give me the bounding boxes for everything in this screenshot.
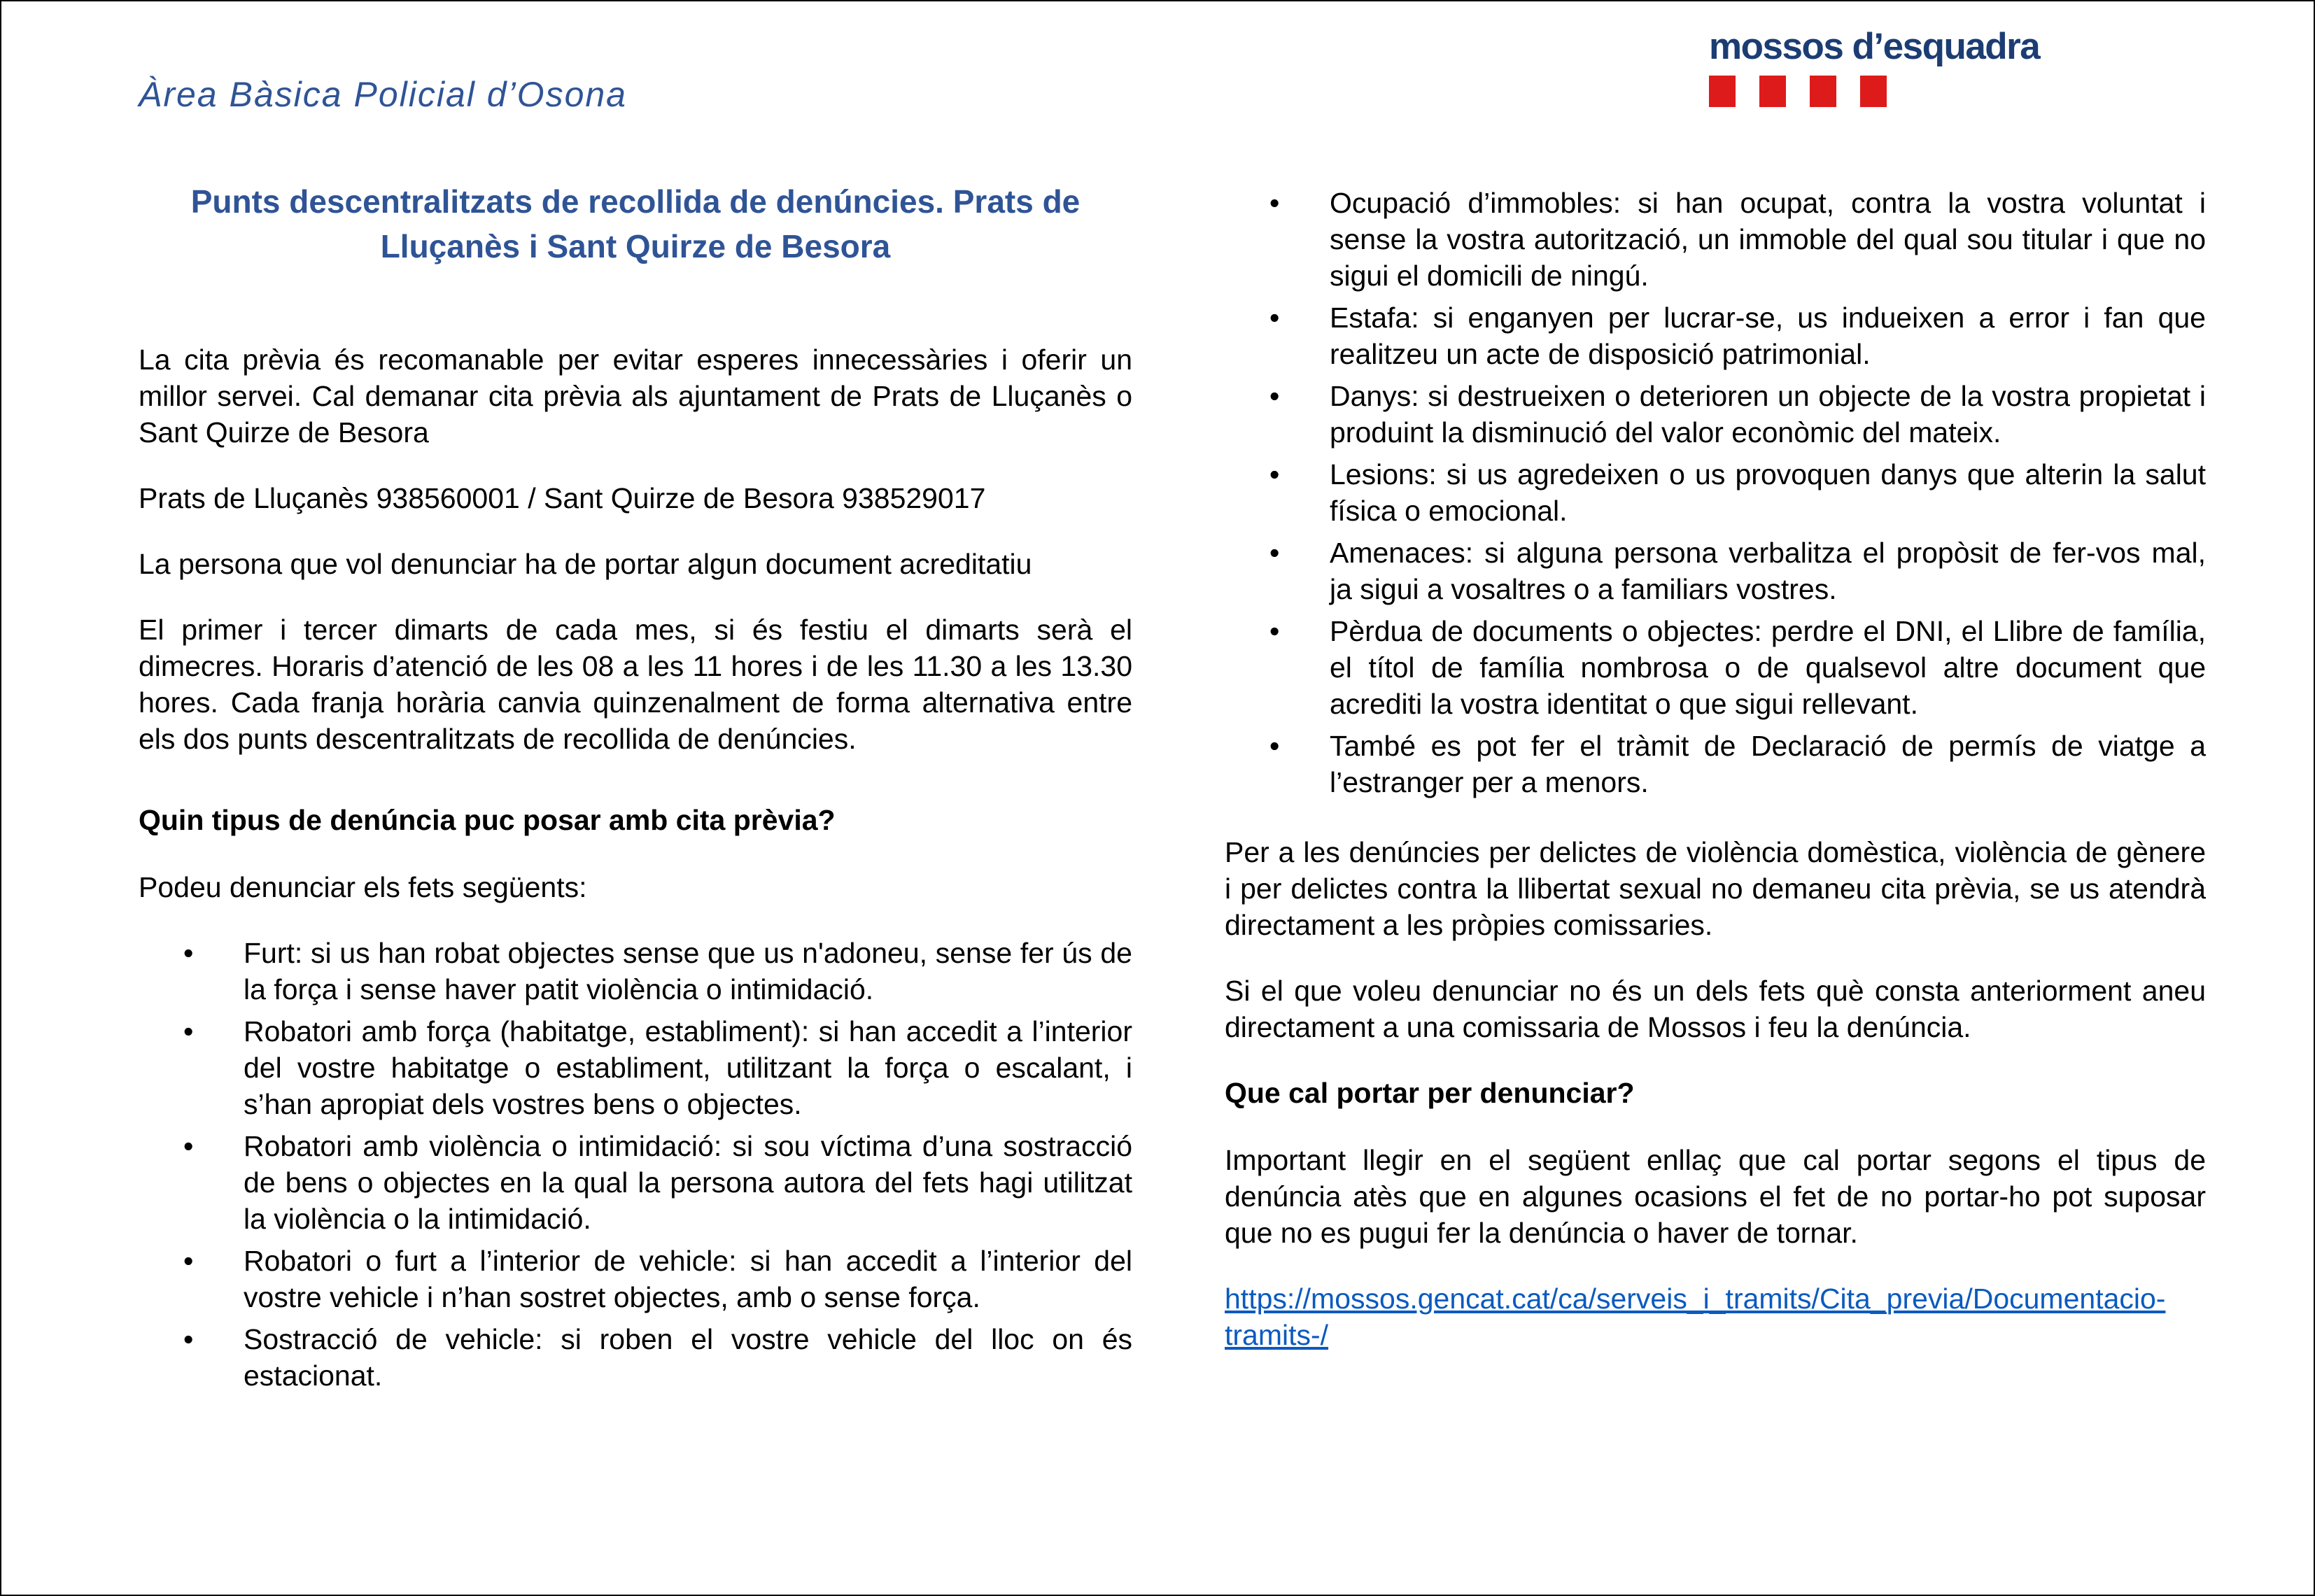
paragraph-phone-numbers: Prats de Lluçanès 938560001 / Sant Quirze de Besora 938529017 bbox=[139, 482, 986, 514]
paragraph-horaris: El primer i tercer dimarts de cada mes, si és festiu el dimarts serà el dimecres. Horaris d’atenció de les 08 a les 11 hores i de les 11.30 a les 13.30 hores. Cada franja horària canvia quinzenalment de forma alternativa entre els dos punts descentralitzats de recollida de denúncies. bbox=[139, 614, 1132, 755]
paragraph-cita-previa: La cita prèvia és recomanable per evitar esperes innecessàries i oferir un millor servei. Cal demanar cita prèvia als ajuntament de Prats de Lluçanès o Sant Quirze de Besora bbox=[139, 344, 1132, 449]
link-paragraph bbox=[1225, 1280, 2206, 1353]
documentation-link-line-2: tramits-/ bbox=[1225, 1319, 1329, 1351]
paragraph-important-enllac: Important llegir en el següent enllaç que cal portar segons el tipus de denúncia atès que en algunes ocasions el fet de no portar-ho pot suposar que no es pugui fer la denúncia o haver de tornar. bbox=[1225, 1144, 2206, 1249]
documentation-link[interactable] bbox=[1225, 1283, 2165, 1351]
spacer bbox=[139, 269, 1132, 341]
bullet-sostraccio-vehicle: • Sostracció de vehicle: si roben el vostre vehicle del lloc on és estacionat. bbox=[139, 1321, 1132, 1394]
paragraph-document-acreditatiu: La persona que vol denunciar ha de portar algun document acreditatiu bbox=[139, 548, 1032, 580]
left-column bbox=[139, 175, 1132, 1427]
bullet-lesions: • Lesions: si us agredeixen o us provoquen danys que alterin la salut física o emocional. bbox=[1225, 456, 2206, 529]
paragraph-violencia-domestica: Per a les denúncies per delictes de violència domèstica, violència de gènere i per delictes contra la llibertat sexual no demaneu cita prèvia, se us atendrà directament a les pròpies comissaries. bbox=[1225, 836, 2206, 941]
bullet-danys: • Danys: si destrueixen o deterioren un objecte de la vostra propietat i produint la disminució del valor econòmic del mateix. bbox=[1225, 378, 2206, 451]
red-square-icon bbox=[1759, 76, 1786, 107]
right-column bbox=[1225, 175, 2206, 1383]
bullet-robatori-forca: • Robatori amb força (habitatge, establiment): si han accedit a l’interior del vostre habitatge o establiment, utilitzant la força o escalant, i s’han apropiat dels vostres bens o objectes. bbox=[139, 1013, 1132, 1122]
bullet-robatori-violencia: • Robatori amb violència o intimidació: si sou víctima d’una sostracció de bens o objectes en la qual la persona autora del fets hagi utilitzat la violència o la intimidació. bbox=[139, 1128, 1132, 1237]
right-bullet-list bbox=[1225, 175, 2206, 800]
page-title: Àrea Bàsica Policial d’Osona bbox=[139, 75, 627, 114]
logo-squares-icon bbox=[1709, 76, 2157, 107]
mossos-logo bbox=[1709, 27, 2157, 107]
bullet-permis-viatge: • També es pot fer el tràmit de Declaració de permís de viatge a l’estranger per a menors. bbox=[1225, 728, 2206, 800]
red-square-icon bbox=[1709, 76, 1736, 107]
documentation-link-line-1: https://mossos.gencat.cat/ca/serveis_i_tramits/Cita_previa/Documentacio- bbox=[1225, 1283, 2166, 1315]
bullet-furt: • Furt: si us han robat objectes sense que us n'adoneu, sense fer ús de la força i sense haver patit violència o intimidació. bbox=[139, 935, 1132, 1008]
left-bullet-list bbox=[139, 935, 1132, 1394]
bullet-amenaces: • Amenaces: si alguna persona verbalitza el propòsit de fer-vos mal, ja sigui a vosaltres o a familiars vostres. bbox=[1225, 535, 2206, 607]
bullet-robatori-vehicle-interior: • Robatori o furt a l’interior de vehicle: si han accedit a l’interior del vostre vehicle i n’han sostret objectes, amb o sense força. bbox=[139, 1243, 1132, 1315]
list-intro: Podeu denunciar els fets següents: bbox=[139, 871, 587, 903]
red-square-icon bbox=[1810, 76, 1836, 107]
question-heading-que-cal-portar: Que cal portar per denunciar? bbox=[1225, 1077, 1635, 1109]
question-heading-tipus-denuncia: Quin tipus de denúncia puc posar amb cita prèvia? bbox=[139, 804, 836, 836]
red-square-icon bbox=[1860, 76, 1887, 107]
bullet-perdua-documents: • Pèrdua de documents o objectes: perdre el DNI, el Llibre de família, el títol de família nombrosa o de qualsevol altre document que acrediti la vostra identitat o que sigui rellevant. bbox=[1225, 613, 2206, 722]
logo-wordmark: mossos d’esquadra bbox=[1709, 26, 2040, 67]
paragraph-altres-fets: Si el que voleu denunciar no és un dels fets què consta anteriorment aneu directament a una comissaria de Mossos i feu la denúncia. bbox=[1225, 975, 2206, 1043]
bullet-ocupacio-immobles: • Ocupació d’immobles: si han ocupat, contra la vostra voluntat i sense la vostra autorització, un immoble del qual sou titular i que no sigui el domicili de ningú. bbox=[1225, 185, 2206, 294]
bullet-estafa: • Estafa: si enganyen per lucrar-se, us indueixen a error i fan que realitzeu un acte de disposició patrimonial. bbox=[1225, 299, 2206, 372]
document-title: Punts descentralitzats de recollida de denúncies. Prats de Lluçanès i Sant Quirze de Besora bbox=[190, 183, 1081, 264]
